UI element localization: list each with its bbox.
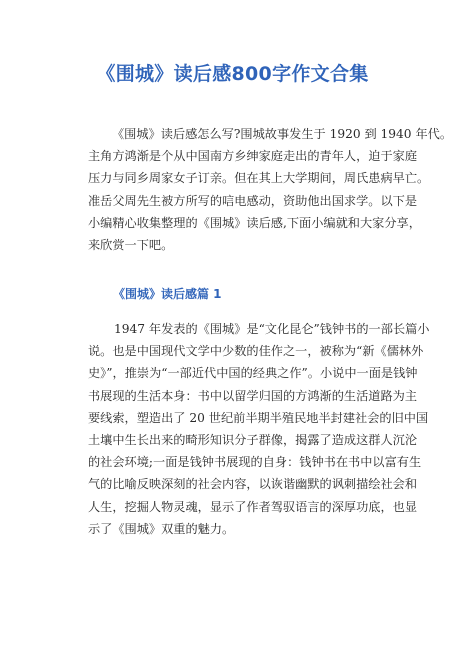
body-line: 说。也是中国现代文学中少数的佳作之一，被称为“新《儒林外 (88, 344, 424, 359)
body-line: 气的比喻反映深刻的社会内容，以诙谐幽默的讽刺描绘社会和 (88, 477, 418, 492)
intro-paragraph (88, 123, 452, 256)
body-line: 史》”，推崇为“一部近代中国的经典之作”。小说中一面是钱钟 (88, 366, 418, 381)
section-heading: 《围城》读后感篇 1 (113, 287, 222, 301)
intro-line: 压力与同乡周家女子订亲。但在其上大学期间，周氏患病早亡。 (88, 171, 430, 186)
body-line: 示了《围城》双重的魅力。 (88, 521, 235, 536)
intro-line: 《围城》读后感怎么写?围城故事发生于 1920 到 1940 年代。 (112, 127, 452, 141)
section-1-paragraph (88, 318, 430, 540)
body-line: 要线索，塑造出了 20 世纪前半期半殖民地半封建社会的旧中国 (88, 410, 429, 425)
body-line: 1947 年发表的《围城》是“文化昆仑”钱钟书的一部长篇小 (114, 322, 430, 336)
intro-line: 准岳父周先生被方所写的唁电感动，资助他出国求学。以下是 (88, 193, 418, 208)
body-line: 人生，挖掘人物灵魂，显示了作者驾驭语言的深厚功底，也显 (88, 499, 418, 514)
intro-line: 来欣赏一下吧。 (88, 238, 174, 253)
document-title: 《围城》读后感800字作文合集 (96, 63, 369, 85)
intro-line: 小编精心收集整理的《围城》读后感,下面小编就和大家分享， (88, 215, 421, 230)
body-line: 书展现的生活本身：书中以留学归国的方鸿渐的生活道路为主 (88, 388, 418, 403)
body-line: 的社会环境;一面是钱钟书展现的自身：钱钟书在书中以富有生 (88, 455, 422, 470)
body-line: 土壤中生长出来的畸形知识分子群像，揭露了造成这群人沉沦 (88, 433, 418, 448)
intro-line: 主角方鸿渐是个从中国南方乡绅家庭走出的青年人，迫于家庭 (88, 149, 418, 164)
